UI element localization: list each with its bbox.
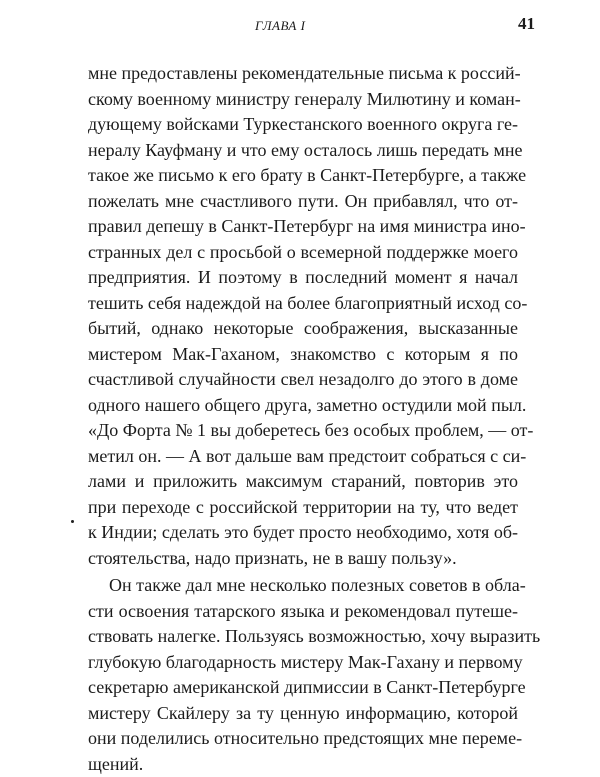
text-line: предприятия. И поэтому в последний момент я начал — [88, 265, 518, 291]
text-line: глубокую благодарность мистеру Мак-Гахану и первому — [88, 650, 518, 676]
text-line: они поделились относительно предстоящих мне переме- — [88, 726, 518, 752]
paragraph-2 — [88, 573, 518, 777]
margin-mark — [71, 520, 74, 523]
text-line: «До Форта № 1 вы доберетесь без особых проблем, — от- — [88, 418, 518, 444]
text-line: секретарю американской дипмиссии в Санкт-Петербурге — [88, 675, 518, 701]
text-line: мне предоставлены рекомендательные письма к россий- — [88, 61, 518, 87]
chapter-title: ГЛАВА I — [255, 18, 305, 34]
text-line: такое же письмо к его брату в Санкт-Петербурге, а также — [88, 163, 518, 189]
text-line: стоятельства, надо признать, не в вашу пользу». — [88, 546, 518, 572]
text-line: нералу Кауфману и что ему осталось лишь передать мне — [88, 138, 518, 164]
text-line: ствовать налегке. Пользуясь возможностью, хочу выразить — [88, 624, 518, 650]
text-line: скому военному министру генералу Милютину и коман- — [88, 87, 518, 113]
text-line: правил депешу в Санкт-Петербург на имя министра ино- — [88, 214, 518, 240]
text-line: счастливой случайности свел незадолго до этого в доме — [88, 367, 518, 393]
text-line: метил он. — А вот дальше вам предстоит собраться с си- — [88, 444, 518, 470]
text-line: при переходе с российской территории на ту, что ведет — [88, 495, 518, 521]
paragraph-1 — [88, 61, 518, 571]
text-line: сти освоения татарского языка и рекомендовал путеше- — [88, 599, 518, 625]
text-line: лами и приложить максимум стараний, повторив это — [88, 469, 518, 495]
text-line: странных дел с просьбой о всемерной поддержке моего — [88, 240, 518, 266]
text-line: к Индии; сделать это будет просто необходимо, хотя об- — [88, 520, 518, 546]
text-line: бытий, однако некоторые соображения, высказанные — [88, 316, 518, 342]
body-text — [88, 61, 518, 777]
text-line: Он также дал мне несколько полезных советов в обла- — [88, 573, 518, 599]
text-line: дующему войсками Туркестанского военного округа ге- — [88, 112, 518, 138]
text-line: пожелать мне счастливого пути. Он прибавлял, что от- — [88, 189, 518, 215]
text-line: мистеру Скайлеру за ту ценную информацию, которой — [88, 701, 518, 727]
text-line: тешить себя надеждой на более благоприятный исход со- — [88, 291, 518, 317]
text-line: одного нашего общего друга, заметно остудили мой пыл. — [88, 393, 518, 419]
running-head — [0, 12, 600, 40]
text-line: мистером Мак-Гаханом, знакомство с которым я по — [88, 342, 518, 368]
page-number: 41 — [518, 14, 535, 34]
text-line: щений. — [88, 752, 518, 777]
